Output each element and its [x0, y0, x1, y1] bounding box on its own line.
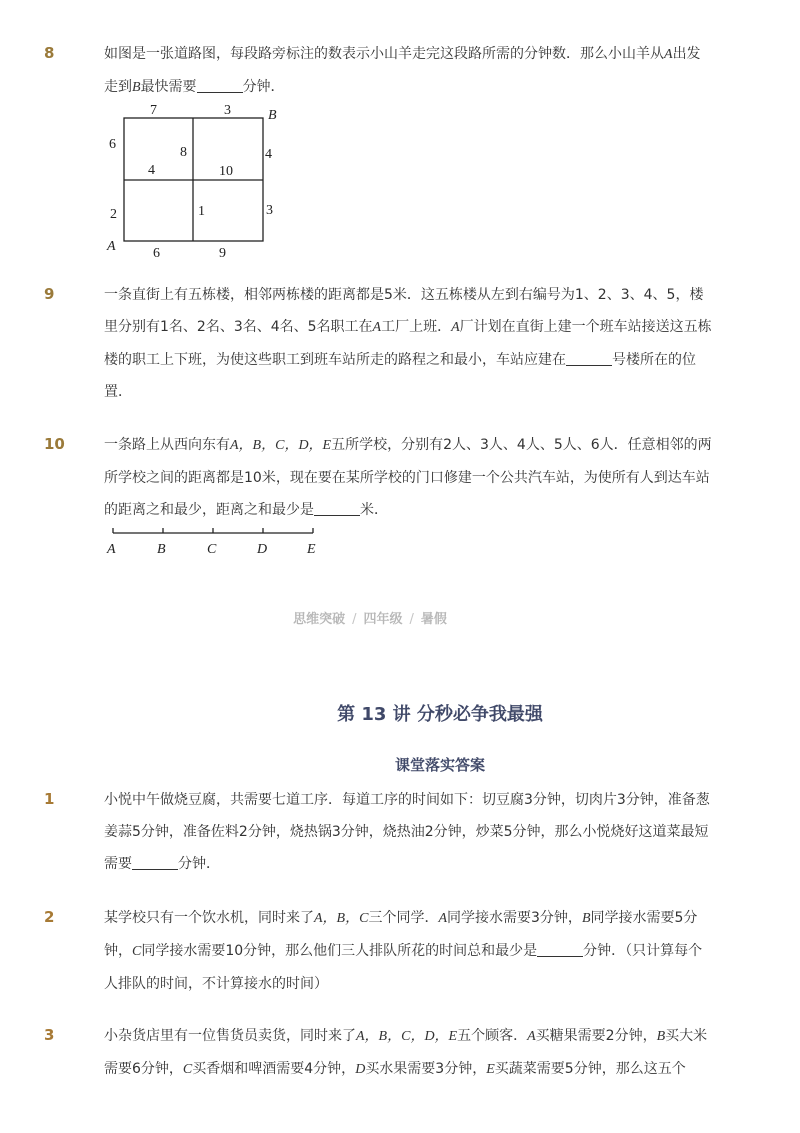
question-number: 2 [44, 908, 55, 926]
student-label: A [438, 911, 448, 926]
edge-label: 8 [180, 145, 187, 160]
school-label: E [307, 542, 316, 557]
question-text [104, 784, 716, 880]
question-text [104, 902, 716, 1000]
edge-label: 6 [109, 137, 116, 152]
footer-grade: 四年级 [363, 612, 403, 627]
point-label: A [451, 320, 460, 335]
edge-label: 10 [219, 164, 233, 179]
answer-blank [537, 941, 583, 957]
customer-labels: A，B，C，D，E [356, 1029, 458, 1044]
question-number: 1 [44, 790, 55, 808]
question-text-part: 买大米需要6分钟， [104, 1028, 708, 1077]
answer-blank [132, 854, 178, 870]
customer-label: A [527, 1029, 536, 1044]
customer-label: D [355, 1062, 366, 1077]
question-text-part: 米． [360, 502, 388, 518]
customer-label: E [486, 1062, 495, 1077]
point-b-label: B [268, 108, 277, 123]
question-text-part: 买水果需要3分钟， [365, 1061, 487, 1077]
question-text-part: 厂计划在直街上建一个班车站接送这五栋楼的职工上下班，为使这些职工到班车站所走的路程之和最小，车站应建在 [104, 319, 712, 368]
question-text-part: 某学校只有一个饮水机，同时来了 [104, 910, 314, 926]
question-text-part: 三个同学． [368, 910, 439, 926]
edge-label: 4 [265, 147, 272, 162]
question-text-part: 一条路上从西向东有 [104, 437, 230, 453]
question-text-part: 分钟．（只计算每个人排队的时间，不计算接水的时间） [104, 943, 703, 992]
question-text-part: 五所学校，分别有2人、3人、4人、5人、6人．任意相邻的两所学校之间的距离都是10米，现在要在某所学校的门口修建一个公共汽车站，为使所有人到达车站的距离之和最少，距离之和最少是 [104, 437, 712, 518]
school-label: D [257, 542, 268, 557]
edge-label: 3 [266, 203, 273, 218]
question-text-part: 同学接水需要5分钟， [104, 910, 698, 959]
customer-label: C [182, 1062, 193, 1077]
student-labels: A，B，C [314, 911, 369, 926]
footer-separator: / [352, 612, 357, 627]
question-text-part: 号楼所在的位置． [104, 352, 696, 400]
school-label: C [207, 542, 217, 557]
answer-blank [566, 350, 612, 366]
point-a-label: A [107, 239, 116, 254]
section-title: 课堂落实答案 [394, 756, 485, 774]
edge-label: 1 [198, 204, 205, 219]
edge-label: 7 [150, 103, 157, 118]
question-number: 10 [44, 435, 65, 453]
point-label: A [372, 320, 382, 335]
question-text-part: 买糖果需要2分钟， [535, 1028, 657, 1044]
question-text-part: 如图是一张道路图，每段路旁标注的数表示小山羊走完这段路所需的分钟数．那么小山羊从 [104, 46, 664, 62]
question-number: 3 [44, 1026, 55, 1044]
question-text [104, 279, 716, 408]
edge-label: 3 [224, 103, 231, 118]
question-text-part: 工厂上班． [381, 319, 452, 335]
question-text-part: 小悦中午做烧豆腐，共需要七道工序．每道工序的时间如下：切豆腐3分钟，切肉片3分钟，准备葱姜蒜5分钟，准备佐料2分钟，烧热锅3分钟，烧热油2分钟，炒菜5分钟，那么小悦烧好这道菜最短需要 [104, 792, 710, 872]
lecture-title: 第 13 讲 分秒必争我最强 [337, 704, 543, 725]
footer-term: 暑假 [420, 612, 447, 627]
footer-series: 思维突破 [293, 612, 346, 627]
customer-label: B [656, 1029, 666, 1044]
question-text-part: 同学接水需要3分钟， [447, 910, 582, 926]
point-label: A [664, 47, 673, 62]
road-map-diagram [100, 100, 300, 265]
question-text-part: 同学接水需要10分钟，那么他们三人排队所花的时间总和最少是 [141, 943, 538, 959]
edge-label: 9 [219, 246, 226, 261]
question-text-part: 分钟． [178, 856, 220, 872]
student-label: B [581, 911, 591, 926]
answer-blank [197, 77, 243, 93]
question-number: 9 [44, 285, 55, 303]
question-text-part: 五个顾客． [457, 1028, 528, 1044]
question-text [104, 38, 724, 104]
edge-label: 6 [153, 246, 160, 261]
school-line-diagram [100, 524, 340, 560]
question-text-part: 走到 [104, 79, 132, 95]
question-number: 8 [44, 44, 55, 62]
question-text-part: 出发 [672, 46, 701, 62]
question-text-part: 最快需要 [140, 79, 197, 95]
point-label: B [132, 80, 141, 95]
page-footer [0, 608, 740, 627]
edge-label: 4 [148, 163, 155, 178]
school-label: B [157, 542, 166, 557]
answer-blank [314, 500, 360, 516]
school-labels: A，B，C，D，E [230, 438, 332, 453]
school-label: A [107, 542, 116, 557]
question-text-part: 小杂货店里有一位售货员卖货，同时来了 [104, 1028, 356, 1044]
question-text-part: 买香烟和啤酒需要4分钟， [192, 1061, 356, 1077]
question-text [104, 429, 716, 526]
edge-label: 2 [110, 207, 117, 222]
question-text-part: 一条直街上有五栋楼，相邻两栋楼的距离都是5米．这五栋楼从左到右编号为1、2、3、4、5，楼里分别有1名、2名、3名、4名、5名职工在 [104, 287, 704, 335]
question-text-part: 分钟． [242, 79, 285, 95]
footer-separator: / [409, 612, 414, 627]
question-text [104, 1020, 716, 1086]
question-text-part: 买蔬菜需要5分钟，那么这五个 [494, 1061, 686, 1077]
student-label: C [132, 944, 142, 959]
